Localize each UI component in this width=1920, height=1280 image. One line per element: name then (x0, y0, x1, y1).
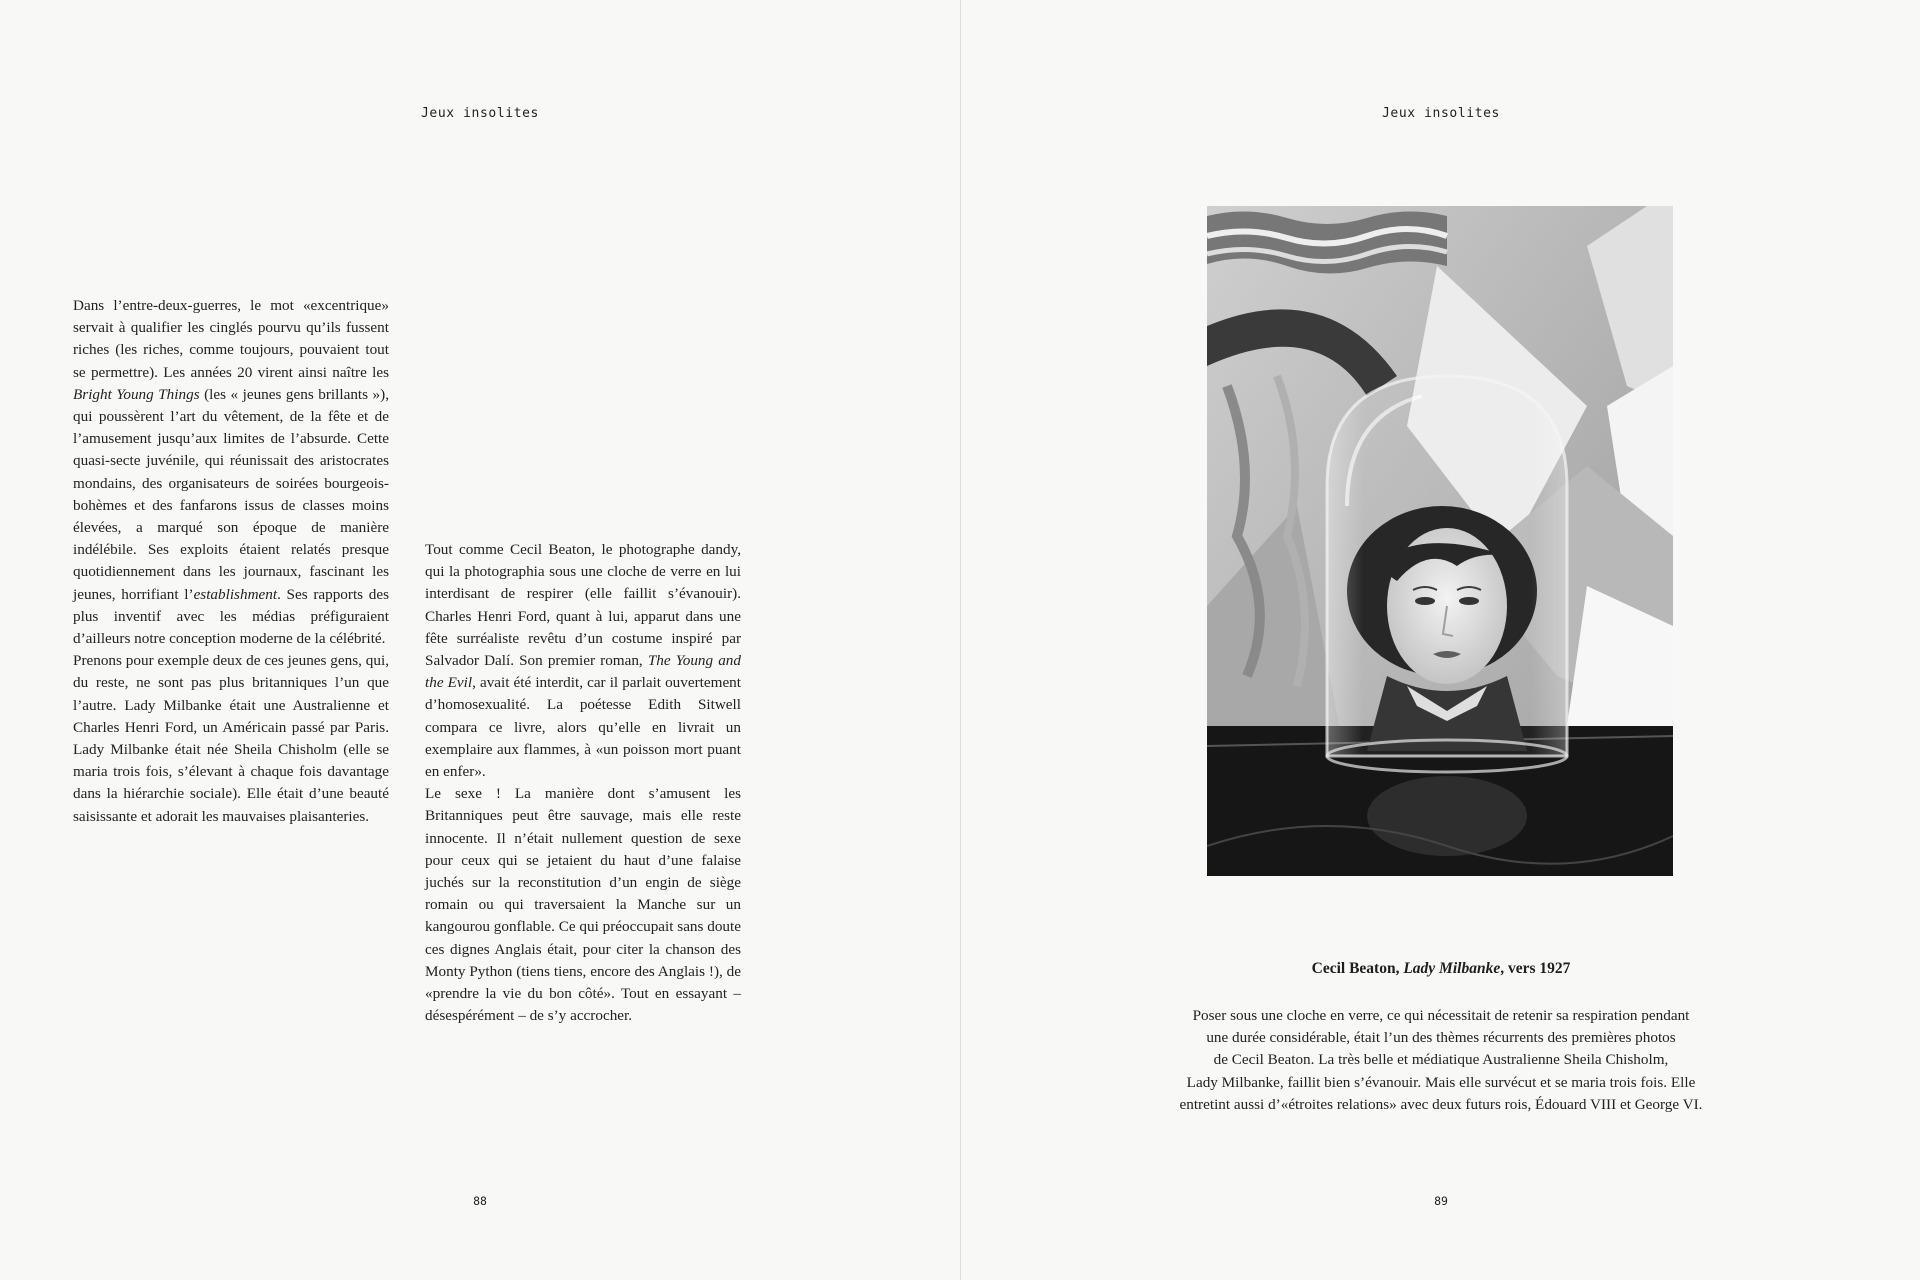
italic-title: The Young and the Evil (425, 652, 741, 692)
text-run: (les « jeunes gens brillants »), qui poussèrent l’art du vêtement, de la fête et de l’amusement jusqu’aux limites de l’absurde. Cette quasi-secte juvénile, qui réunissait des aristocrates mondains, des organisateurs de soirées bourgeois-bohèmes et des fanfarons issus de classes moins élevées, a marqué son époque de manière indélébile. Ses exploits étaient relatés presque quotidiennement dans les journaux, fascinant les jeunes, horrifiant l’ (73, 385, 389, 603)
caption-line: entretint aussi d’«étroites relations» avec deux futurs rois, Édouard VIII et George VI. (1179, 1095, 1703, 1113)
caption-line: Lady Milbanke, faillit bien s’évanouir. Mais elle survécut et se maria trois fois. Elle (1186, 1073, 1696, 1091)
caption-line: une durée considérable, était l’un des thèmes récurrents des premières photos (1206, 1029, 1676, 1047)
caption-title (961, 960, 1920, 978)
text-column-2 (425, 539, 741, 1027)
text-run: , avait été interdit, car il parlait ouvertement d’homosexualité. La poétesse Edith Sitwell compara ce livre, alors qu’elle en livrait un exemplaire aux flammes, à «un poisson mort puant en enfer». (425, 674, 741, 781)
text-run: Dans l’entre-deux-guerres, le mot «excentrique» servait à qualifier les cinglés pourvu qu’ils fussent riches (les riches, comme toujours, pouvaient tout se permettre). Les années 20 virent ainsi naître les (73, 297, 389, 381)
paragraph (425, 539, 741, 783)
portrait-photograph (1207, 206, 1673, 876)
page-number-left: 88 (473, 1194, 487, 1208)
page-number-right: 89 (1434, 1194, 1448, 1208)
photo-illustration (1207, 206, 1673, 876)
caption-title-date: , vers 1927 (1500, 960, 1571, 977)
paragraph: Le sexe ! La manière dont s’amusent les Britanniques peut être sauvage, mais elle reste innocente. Il n’était nullement question de sexe pour ceux qui se jetaient du haut d’une falaise juchés sur la reconstitution d’un engin de siège romain ou qui traversaient la Manche sur un kangourou gonflable. Ce qui préoccupait sans doute ces dignes Anglais était, pour citer la chanson des Monty Python (tiens tiens, encore des Anglais !), de «prendre la vie du bon côté». Tout en essayant – désespérément – de s’y accrocher. (425, 785, 741, 1025)
right-page (961, 0, 1920, 1280)
caption-title-work: Lady Milbanke (1403, 960, 1501, 977)
text-run: . Ses rapports des plus inventif avec les médias préfiguraient d’ailleurs notre conception moderne de la célébrité. (73, 585, 389, 648)
italic-term: Bright Young Things (73, 385, 200, 403)
italic-term: establishment (193, 585, 278, 603)
caption-title-text: Cecil Beaton, (1311, 960, 1404, 977)
running-head-left: Jeux insolites (421, 106, 539, 121)
caption-line: Poser sous une cloche en verre, ce qui nécessitait de retenir sa respiration pendant (1192, 1007, 1690, 1024)
paragraph: Prenons pour exemple deux de ces jeunes gens, qui, du reste, ne sont pas plus britanniques l’un que l’autre. Lady Milbanke était une Australienne et Charles Henri Ford, un Américain passé par Paris. Lady Milbanke était née Sheila Chisholm (elle se maria trois fois, s’élevant à chaque fois davantage dans la hiérarchie sociale). Elle était d’une beauté saisissante et adorait les mauvaises plaisanteries. (73, 652, 389, 825)
running-head-right: Jeux insolites (1382, 106, 1500, 121)
caption-line: de Cecil Beaton. La très belle et médiatique Australienne Sheila Chisholm, (1213, 1051, 1669, 1069)
paragraph (73, 295, 389, 650)
text-column-1 (73, 295, 389, 828)
text-run: Tout comme Cecil Beaton, le photographe dandy, qui la photographia sous une cloche de verre en lui interdisant de respirer (elle faillit s’évanouir). Charles Henri Ford, quant à lui, apparut dans une fête surréaliste revêtu d’un costume inspiré par Salvador Dalí. Son premier roman, (425, 541, 741, 670)
caption-body (961, 1005, 1920, 1116)
